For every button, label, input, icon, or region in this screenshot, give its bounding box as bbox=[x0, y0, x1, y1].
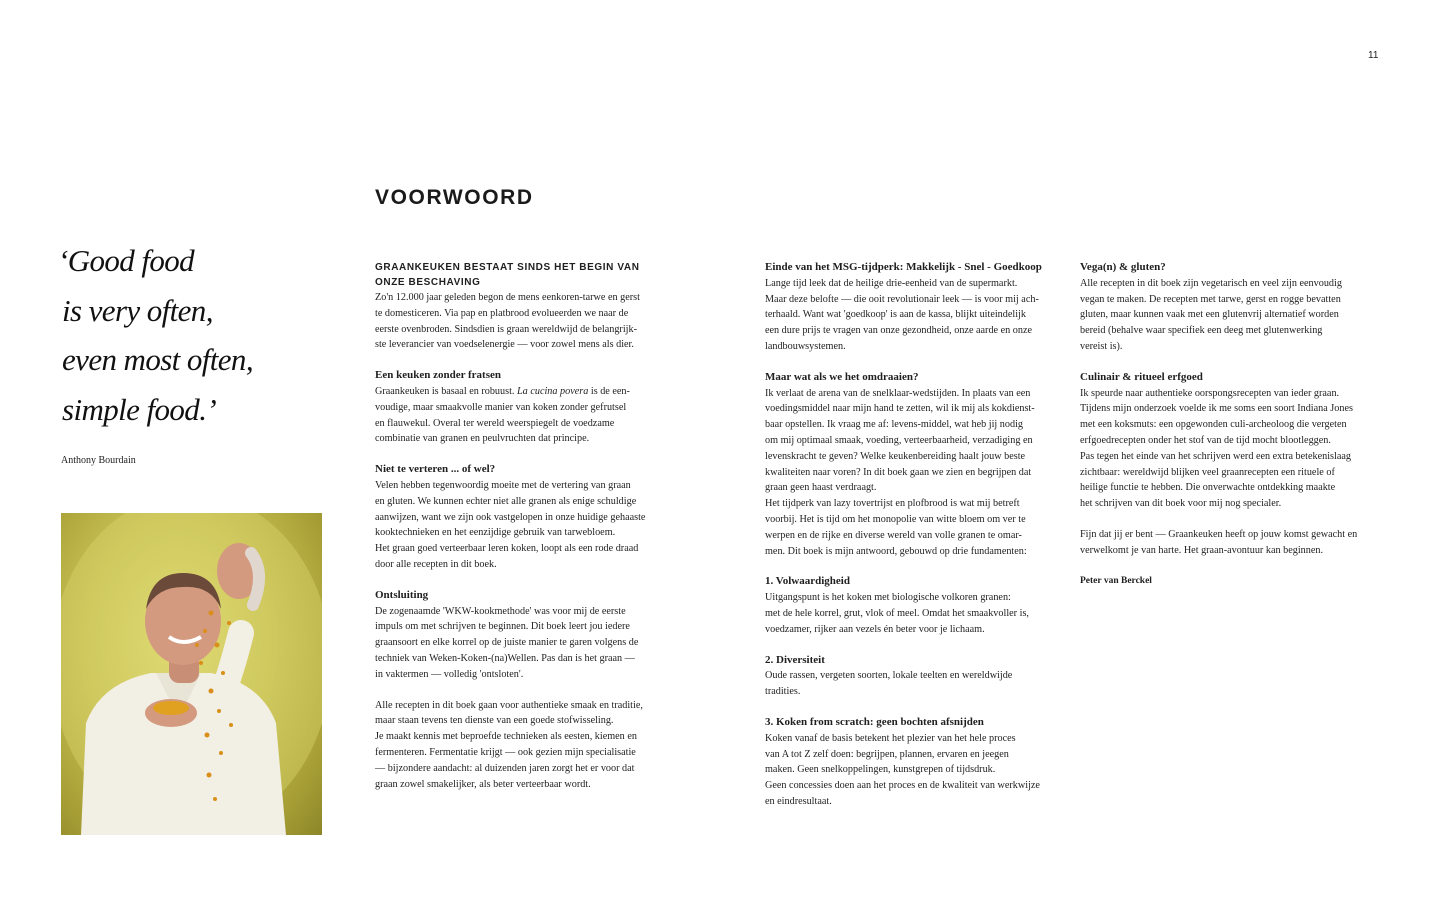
text-line: fermenteren. Fermentatie krijgt — ook gezien mijn specialisatie bbox=[375, 746, 636, 758]
text-line: heilige functie te hebben. Die onverwachte ontdekking maakte bbox=[1080, 482, 1336, 494]
text-line: werpen en de rijke en diverse wereld van volle granen te omar- bbox=[765, 529, 1022, 541]
text-line: van A tot Z zelf doen: begrijpen, plannen, ervaren en jeegen bbox=[765, 748, 1009, 760]
text-line: en gluten. We kunnen echter niet alle granen als enige schuldige bbox=[375, 495, 637, 507]
text-line: en eindresultaat. bbox=[765, 795, 832, 807]
vegan-paragraph bbox=[1080, 276, 1380, 355]
text-line: zichtbaar: wereldwijd blijken veel graanrecepten een rituele of bbox=[1080, 466, 1335, 478]
erfgoed-paragraph bbox=[1080, 386, 1380, 512]
text-line: met een koksmuts: een opgewonden culi-archeoloog die vergeten bbox=[1080, 419, 1347, 431]
heading-line: GRAANKEUKEN BESTAAT SINDS HET BEGIN VAN bbox=[375, 262, 640, 273]
text-line: kooktechnieken en het eenzijdige gebruik van tarwebloem. bbox=[375, 527, 616, 539]
section-heading-vegan: Vega(n) & gluten? bbox=[1080, 261, 1166, 273]
text-line: De zogenaamde 'WKW-kookmethode' was voor mij de eerste bbox=[375, 605, 626, 617]
text-line: Lange tijd leek dat de heilige drie-eenheid van de supermarkt. bbox=[765, 277, 1018, 289]
text-line: een dure prijs te vragen van onze gezondheid, onze aarde en onze bbox=[765, 325, 1033, 337]
intro-paragraph bbox=[375, 290, 675, 353]
section-heading-erfgoed: Culinair & ritueel erfgoed bbox=[1080, 370, 1203, 383]
quote-author: Anthony Bourdain bbox=[61, 455, 136, 466]
quote-line: simple food.’ bbox=[62, 391, 217, 427]
quote-line: ‘Good food bbox=[58, 243, 195, 278]
fermentatie-paragraph bbox=[375, 698, 675, 793]
text-line: voudige, maar smaakvolle manier van koken zonder gefrutsel bbox=[375, 401, 627, 413]
text-line: Zo'n 12.000 jaar geleden begon de mens eenkoren-tarwe en gerst bbox=[375, 292, 640, 303]
text-line: baar opstellen. Ik vraag me af: levens-middel, wat heb jij nodig bbox=[765, 419, 1024, 431]
text-line: Pas tegen het einde van het schrijven werd een extra betekenislaag bbox=[1080, 450, 1351, 462]
pull-quote bbox=[58, 236, 348, 434]
text-line bbox=[375, 384, 675, 400]
text-line: ste leverancier van voedselenergie — voor zowel mens als dier. bbox=[375, 339, 634, 351]
text-line: Alle recepten in dit boek zijn vegetarisch en veel zijn eenvoudig bbox=[1080, 277, 1342, 289]
text-line: Je maakt kennis met beproefde technieken als eesten, kiemen en bbox=[375, 731, 637, 743]
text-line: Tijdens mijn onderzoek voelde ik me soms een soort Indiana Jones bbox=[1080, 403, 1353, 415]
text-line: Alle recepten in dit boek gaan voor authentieke smaak en traditie, bbox=[375, 699, 643, 711]
text-line: het schrijven van dit boek voor mij nog specialer. bbox=[1080, 498, 1282, 510]
text-line: in vaktermen — volledig 'ontsloten'. bbox=[375, 668, 524, 680]
text-line: terhaald. Want wat 'goedkoop' is aan de kassa, blijkt uiteindelijk bbox=[765, 309, 1026, 321]
text-line: men. Dit boek is mijn antwoord, gebouwd op drie fundamenten: bbox=[765, 545, 1027, 557]
text-line: te domesticeren. Via pap en platbrood evolueerden we naar de bbox=[375, 307, 629, 319]
section-heading-keuken: Een keuken zonder fratsen bbox=[375, 369, 501, 382]
page-title: VOORWOORD bbox=[375, 186, 534, 209]
section-heading-ontsluiting: Ontsluiting bbox=[375, 588, 429, 601]
text-line: — bijzondere aandacht: al duizenden jaren zorgt het er voor dat bbox=[375, 762, 635, 774]
italic-term: La cucina povera bbox=[517, 385, 589, 397]
author-photo bbox=[61, 513, 322, 835]
text-line: graan geen haast verdraagt. bbox=[765, 482, 877, 494]
text-line: en flauwekul. Overal ter wereld weerspiegelt de voedzame bbox=[375, 417, 615, 429]
text-line: Het graan goed verteerbaar leren koken, loopt als een rode draad bbox=[375, 543, 639, 555]
text-line: eerste ovenbroden. Sindsdien is graan wereldwijd de belangrijk- bbox=[375, 323, 637, 335]
signature: Peter van Berckel bbox=[1080, 575, 1152, 586]
text-run: Graankeuken is basaal en robuust. bbox=[375, 385, 518, 397]
quote-line: is very often, bbox=[62, 292, 213, 328]
text-line: voedingsmiddel naar mijn hand te zetten, wil ik mij als kokdienst- bbox=[765, 403, 1035, 415]
section-heading-volwaardigheid: 1. Volwaardigheid bbox=[765, 575, 850, 588]
text-line: Maar deze belofte — die ooit revolutionair leek — is voor mij ach- bbox=[765, 293, 1039, 305]
text-line: graan zowel smakelijker, als beter verteerbaar wordt. bbox=[375, 778, 591, 790]
text-line: maar staan tevens ten dienste van een goede stofwisseling. bbox=[375, 715, 614, 727]
text-line: aanwijzen, want we zijn ook vastgelopen in onze huidige gehaaste bbox=[375, 511, 646, 523]
text-line: Geen concessies doen aan het proces en de kwaliteit van werkwijze bbox=[765, 780, 1040, 792]
quote-line: even most often, bbox=[62, 342, 253, 377]
volwaardigheid-paragraph bbox=[765, 590, 1065, 637]
text-line: kwaliteiten naar voren? In dit boek gaan we zien en begrijpen dat bbox=[765, 466, 1032, 478]
text-line: verwelkomt je van harte. Het graan-avontuur kan beginnen. bbox=[1080, 544, 1323, 556]
ontsluiting-paragraph bbox=[375, 604, 675, 683]
section-heading-diversiteit: 2. Diversiteit bbox=[765, 653, 825, 666]
section-heading-msg: Einde van het MSG-tijdperk: Makkelijk - Snel - Goedkoop bbox=[765, 261, 1042, 273]
text-line: Fijn dat jij er bent — Graankeuken heeft op jouw komst gewacht en bbox=[1080, 528, 1358, 540]
text-line: bereid (behalve waar specifiek een deeg met glutenwerking bbox=[1080, 325, 1323, 337]
text-line: techniek van Weken-Koken-(na)Wellen. Pas dan is het graan — bbox=[375, 652, 635, 664]
column-1 bbox=[375, 260, 675, 792]
verteren-paragraph bbox=[375, 478, 675, 573]
text-line: landbouwsystemen. bbox=[765, 340, 846, 352]
section-heading-scratch: 3. Koken from scratch: geen bochten afsnijden bbox=[765, 715, 984, 728]
column-2 bbox=[765, 260, 1065, 810]
section-heading-verteren: Niet te verteren ... of wel? bbox=[375, 463, 496, 476]
text-run: is de een- bbox=[588, 385, 630, 397]
text-line: Koken vanaf de basis betekent het plezier van het hele proces bbox=[765, 732, 1016, 744]
section-heading-omdraaien: Maar wat als we het omdraaien? bbox=[765, 370, 919, 383]
closing-paragraph bbox=[1080, 527, 1380, 559]
text-line: Ik verlaat de arena van de snelklaar-wedstijden. In plaats van een bbox=[765, 387, 1031, 399]
scratch-paragraph bbox=[765, 731, 1065, 810]
text-line: levenskracht te geven? Welke keukenbereiding haalt jouw beste bbox=[765, 450, 1026, 462]
text-line: Ik speurde naar authentieke oorspongsrecepten van ieder graan. bbox=[1080, 387, 1340, 399]
text-line: graansoort en elke korrel op de juiste manier te garen volgens de bbox=[375, 637, 639, 649]
heading-line: ONZE BESCHAVING bbox=[375, 277, 481, 288]
text-line: combinatie van granen en peulvruchten dat principe. bbox=[375, 433, 590, 445]
text-line: Oude rassen, vergeten soorten, lokale teelten en wereldwijde bbox=[765, 670, 1013, 682]
text-line: Velen hebben tegenwoordig moeite met de vertering van graan bbox=[375, 479, 631, 491]
text-line: om mij optimaal smaak, voeding, verteerbaarheid, verzadiging en bbox=[765, 434, 1033, 446]
column-3 bbox=[1080, 260, 1380, 589]
text-line: gluten, maar kunnen vaak met een glutenvrij alternatief worden bbox=[1080, 309, 1339, 321]
text-line: Het tijdperk van lazy tovertrijst en plofbrood is wat mij betreft bbox=[765, 498, 1020, 510]
text-line: vereist is). bbox=[1080, 340, 1123, 352]
omdraaien-paragraph bbox=[765, 386, 1065, 560]
text-line: impuls om met schrijven te beginnen. Dit boek leert jou iedere bbox=[375, 621, 630, 633]
section-heading-graankeuken bbox=[375, 260, 675, 290]
text-line: maken. Geen snelkoppelingen, kunstgrepen of tijdsdruk. bbox=[765, 764, 996, 776]
text-line: tradities. bbox=[765, 686, 801, 698]
msg-paragraph bbox=[765, 276, 1065, 355]
text-line: erfgoedrecepten onder het stof van de tijd mocht blootleggen. bbox=[1080, 434, 1331, 446]
page-number: 11 bbox=[1368, 50, 1379, 61]
text-line: met de hele korrel, grut, vlok of meel. Omdat het smaakvoller is, bbox=[765, 607, 1029, 619]
text-line: door alle recepten in dit boek. bbox=[375, 558, 497, 570]
text-line: voedzamer, rijker aan vezels én beter voor je lichaam. bbox=[765, 623, 985, 635]
text-line: vegan te maken. De recepten met tarwe, gerst en rogge bevatten bbox=[1080, 293, 1341, 305]
diversiteit-paragraph bbox=[765, 668, 1065, 700]
keuken-paragraph bbox=[375, 384, 675, 447]
text-line: Uitgangspunt is het koken met biologische volkoren granen: bbox=[765, 592, 1011, 604]
text-line: voorbij. Het is tijd om het monopolie van witte bloem om ver te bbox=[765, 513, 1026, 525]
